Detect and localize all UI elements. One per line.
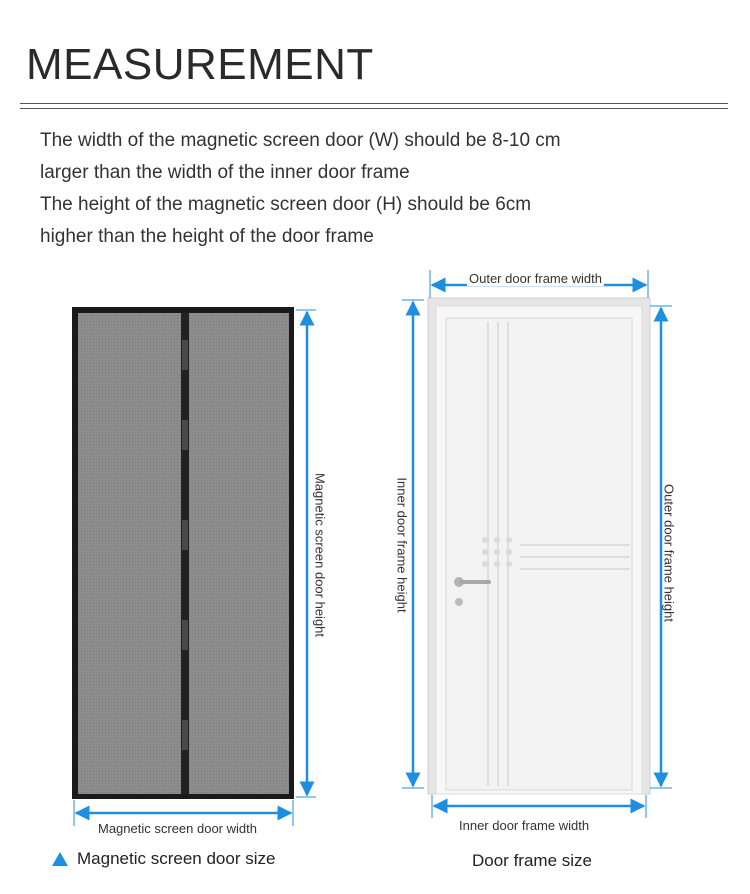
screen-door-width-label: Magnetic screen door width [98,821,257,836]
inner-width-label: Inner door frame width [459,818,590,833]
door-image [428,298,650,794]
description-line: The width of the magnetic screen door (W) should be 8-10 cm [40,130,561,151]
screen-door-image [72,307,294,799]
inner-height-label: Inner door frame height [394,477,410,613]
description-line: larger than the width of the inner door frame [40,162,410,183]
description-line: higher than the height of the door frame [40,226,374,247]
outer-width-label: Outer door frame width [469,271,602,286]
page-title: MEASUREMENT [26,40,374,89]
door-frame-caption: Door frame size [472,851,592,870]
screen-door-caption: Magnetic screen door size [77,849,276,868]
description-line: The height of the magnetic screen door (H) should be 6cm [40,194,532,215]
triangle-up-icon [52,852,68,866]
outer-height-label: Outer door frame height [661,483,677,623]
screen-door-height-label: Magnetic screen door height [312,472,328,638]
